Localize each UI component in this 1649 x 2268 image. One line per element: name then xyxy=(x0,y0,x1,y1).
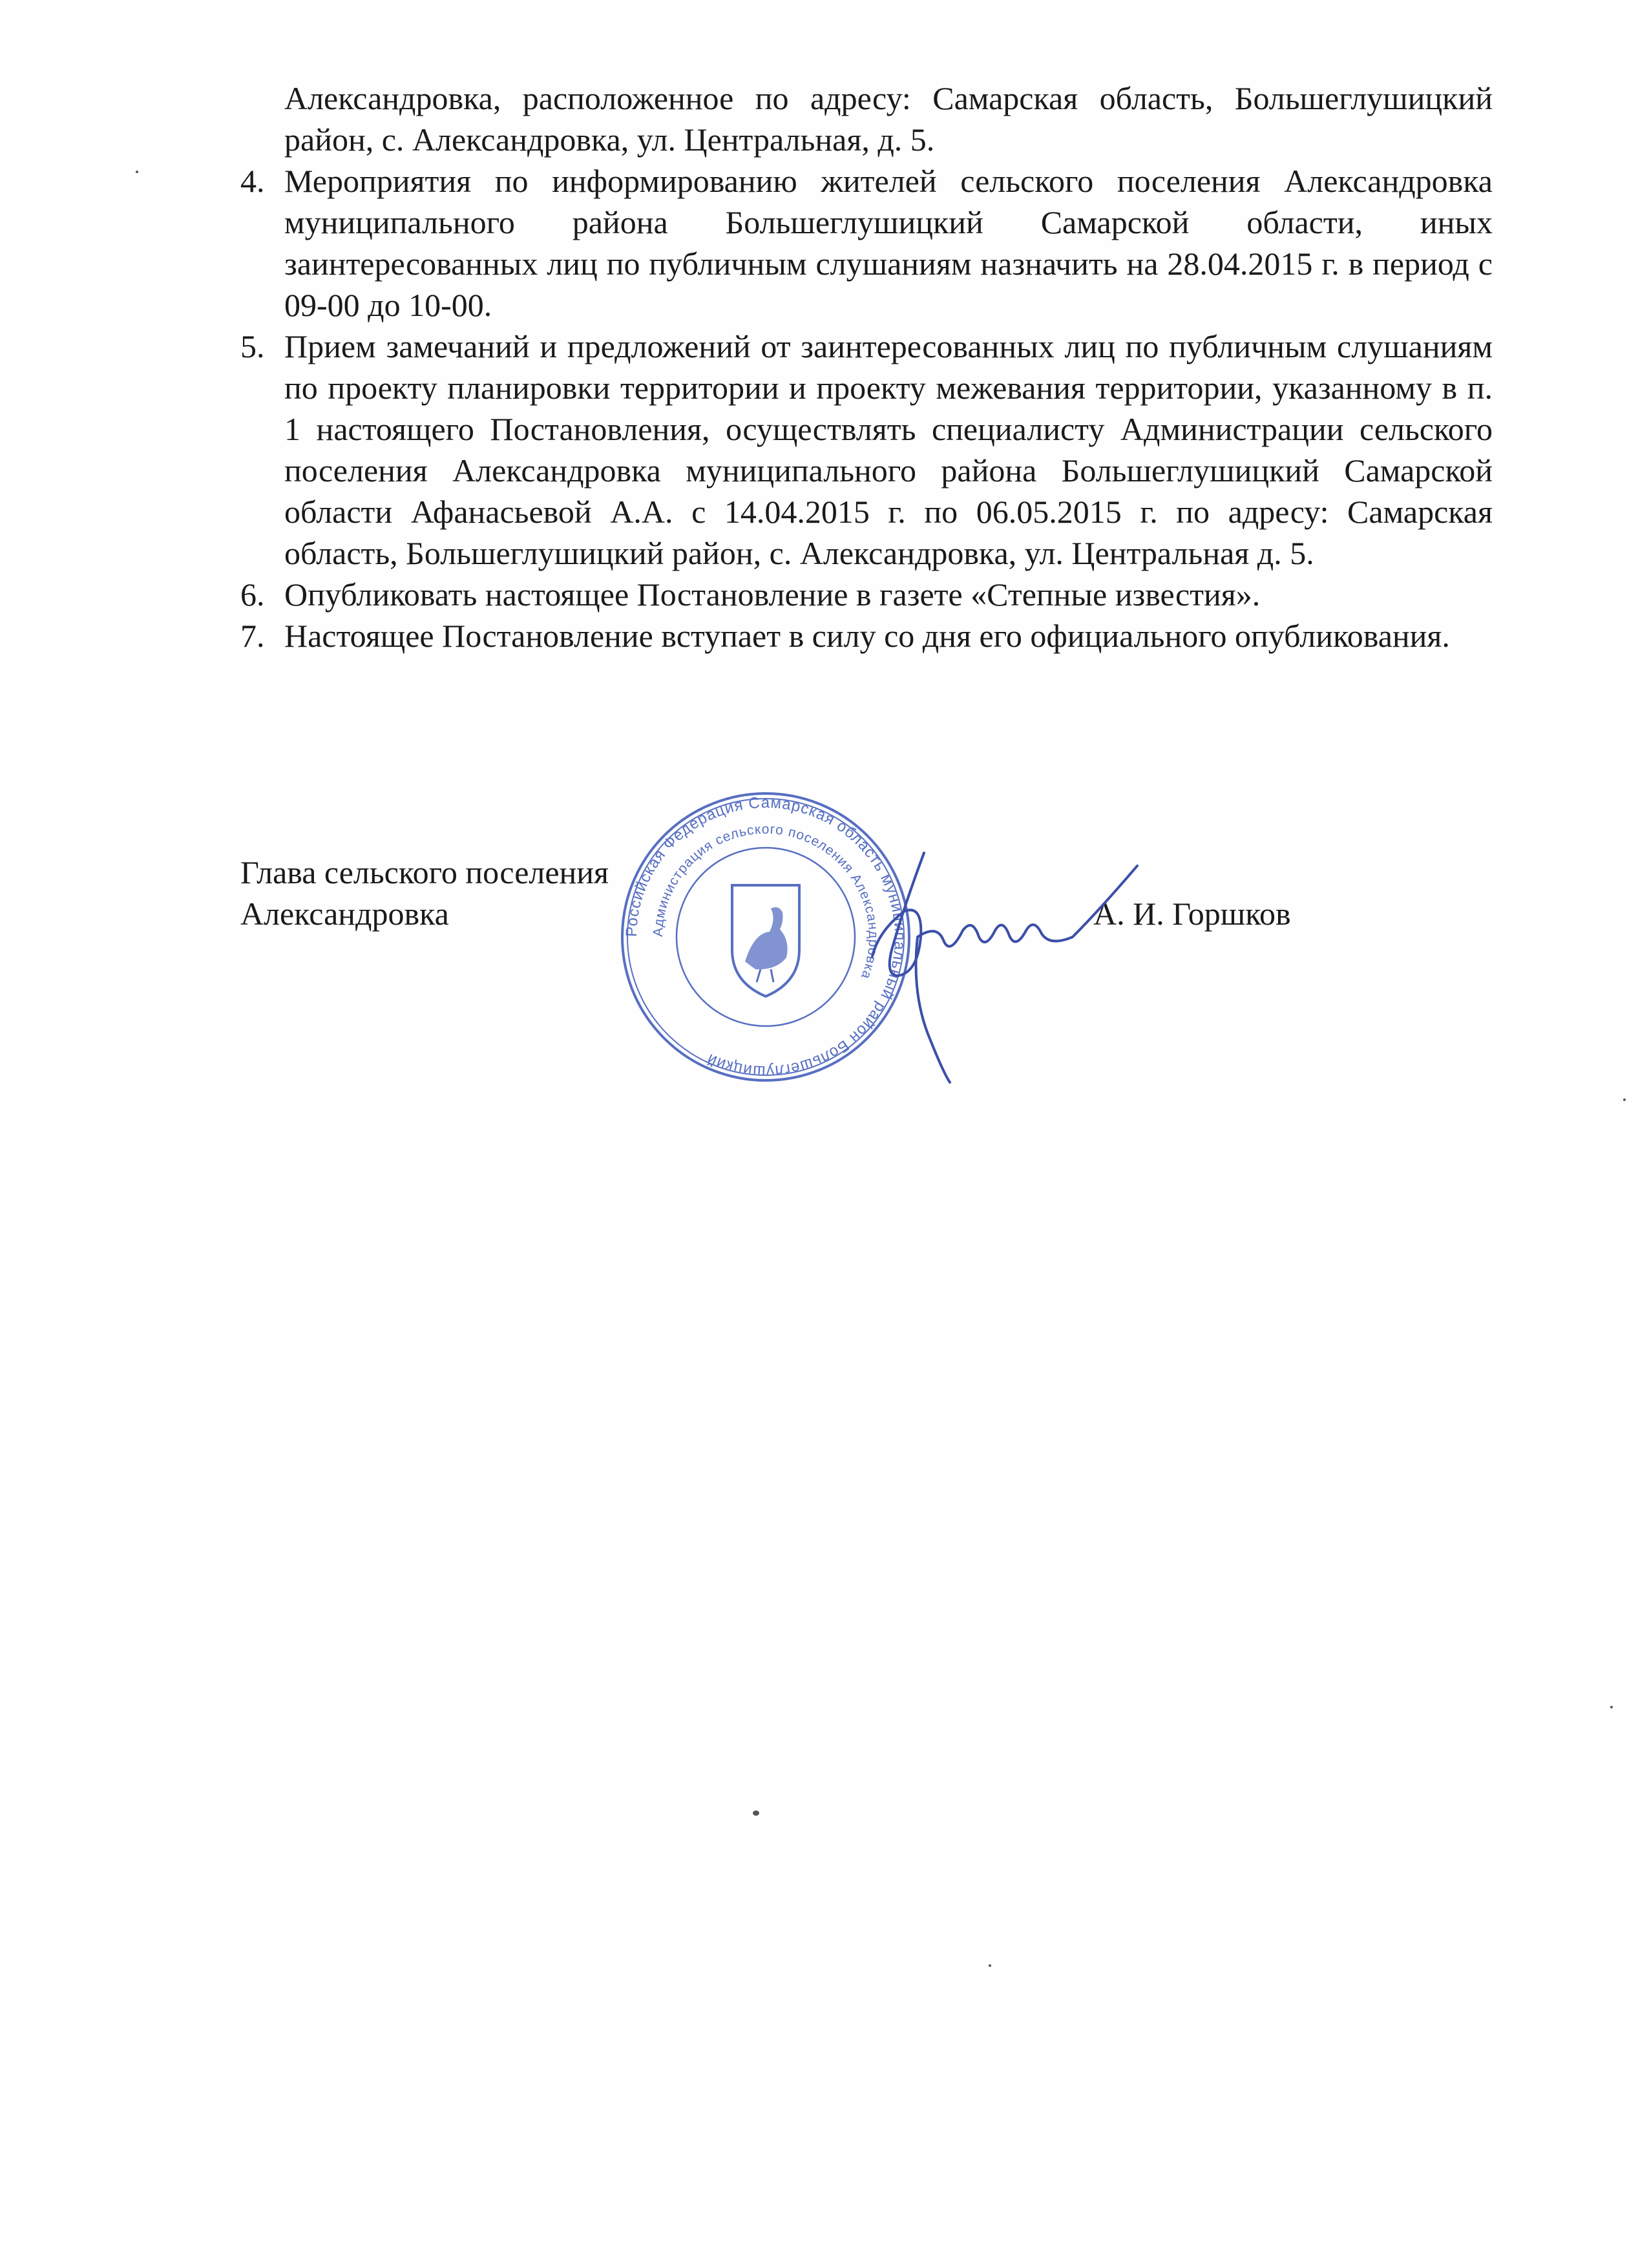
list-item-text: Опубликовать настоящее Постановление в газете «Степные известия». xyxy=(284,576,1261,613)
scan-speck xyxy=(989,1964,991,1967)
list-item-6 xyxy=(240,574,1493,615)
list-item-text: Прием замечаний и предложений от заинтересованных лиц по публичным слушаниям по проекту планировки территории и проекту межевания территории, указанному в п. 1 настоящего Постановления, осуществлять специалисту Администрации сельского поселения Александровка муниципального района Большеглушицкий Самарской области Афанасьевой А.А. с 14.04.2015 г. по 06.05.2015 г. по адресу: Самарская область, Большеглушицкий район, с. Александровка, ул. Центральная д. 5. xyxy=(284,328,1493,571)
signatory-position-line1: Глава сельского поселения xyxy=(240,854,609,890)
list-item-text: Мероприятия по информированию жителей сельского поселения Александровка муниципального района Большеглушицкий Самарской области, иных заинтересованных лиц по публичным слушаниям назначить на 28.04.2015 г. в период с 09-00 до 10-00. xyxy=(284,163,1493,323)
stamp-inner-text: Администрация сельского поселения Александровка xyxy=(650,821,881,982)
signatory-position xyxy=(240,852,609,934)
continuation-paragraph: Александровка, расположенное по адресу: Самарская область, Большеглушицкий район, с. Александровка, ул. Центральная, д. 5. xyxy=(284,80,1493,158)
list-item-number: 5. xyxy=(240,328,265,364)
list-item-number: 4. xyxy=(240,163,265,199)
list-item-4 xyxy=(240,160,1493,326)
list-item-7 xyxy=(240,615,1493,656)
document-body xyxy=(240,78,1493,656)
numbered-list xyxy=(240,160,1493,656)
handwritten-signature xyxy=(853,827,1163,1086)
list-item-number: 7. xyxy=(240,618,265,654)
list-item-number: 6. xyxy=(240,576,265,613)
list-item-5 xyxy=(240,326,1493,574)
scan-speck xyxy=(136,171,138,173)
scan-speck xyxy=(1610,1706,1613,1708)
scan-speck xyxy=(1623,1098,1626,1101)
list-item-text: Настоящее Постановление вступает в силу со дня его официального опубликования. xyxy=(284,618,1450,654)
signatory-position-line2: Александровка xyxy=(240,896,449,932)
stamp-outer-text: Российская Федерация Самарская область муниципальный район Большеглушицкий xyxy=(622,793,909,1080)
signatory-name: А. И. Горшков xyxy=(1093,896,1291,932)
scan-speck xyxy=(753,1811,759,1816)
